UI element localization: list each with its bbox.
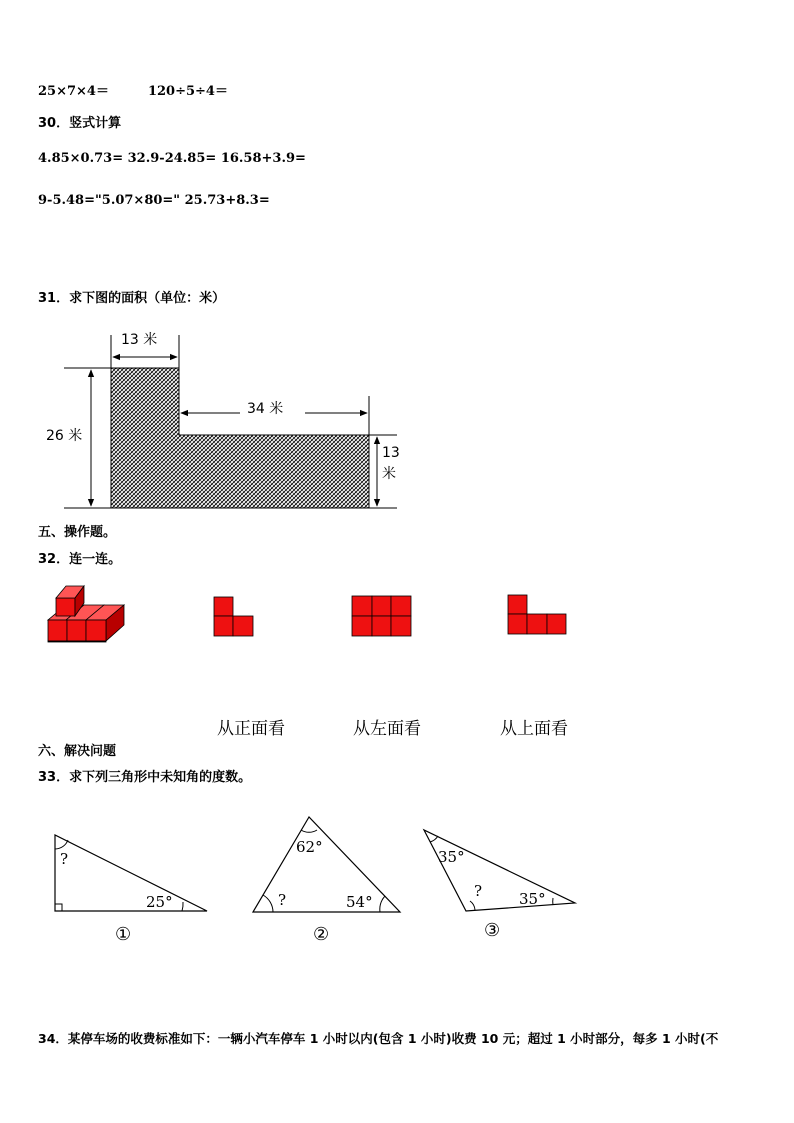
triangle-2 (253, 817, 400, 912)
section-5: 五、操作题。 (38, 525, 117, 540)
q30-row1: 4.85×0.73= 32.9-24.85= 16.58+3.9= (38, 151, 306, 166)
triangle-1 (55, 835, 207, 911)
dim-right-unit: 米 (382, 466, 396, 482)
t2-angle: 54° (346, 893, 373, 911)
t1-angle: 25° (146, 893, 173, 911)
t3-top: 35° (438, 848, 465, 866)
t3-angle: 35° (519, 890, 546, 908)
triangle-3 (424, 830, 575, 911)
q33-title: 33．求下列三角形中未知角的度数。 (38, 770, 252, 785)
t1-unknown: ? (60, 850, 69, 868)
dim-top-label: 13 米 (121, 332, 158, 348)
calc-row: 25×7×4＝ 120÷5÷4＝ (38, 84, 228, 99)
q34-text: 34．某停车场的收费标准如下：一辆小汽车停车 1 小时以内(包含 1 小时)收费 10 元；超过 1 小时部分，每多 1 小时(不 (38, 1031, 719, 1046)
view-front-label: 从正面看 (217, 719, 285, 739)
t3-unknown: ? (474, 882, 483, 900)
t2-unknown: ? (278, 891, 287, 909)
q30-title: 30．竖式计算 (38, 116, 122, 131)
q31-title: 31．求下图的面积（单位：米） (38, 291, 226, 306)
q32-title: 32．连一连。 (38, 552, 122, 567)
t3-label: ③ (484, 920, 501, 941)
view-left-label: 从左面看 (353, 719, 421, 739)
t2-label: ② (313, 924, 330, 945)
view-top-label: 从上面看 (500, 719, 568, 739)
t2-top: 62° (296, 838, 323, 856)
dim-right-num: 13 (382, 445, 400, 461)
q30-row2: 9-5.48="5.07×80=" 25.73+8.3= (38, 193, 270, 208)
dim-left-label: 26 米 (46, 428, 83, 444)
t1-label: ① (115, 924, 132, 945)
section-6: 六、解决问题 (38, 744, 117, 759)
dim-mid-label: 34 米 (247, 401, 284, 417)
